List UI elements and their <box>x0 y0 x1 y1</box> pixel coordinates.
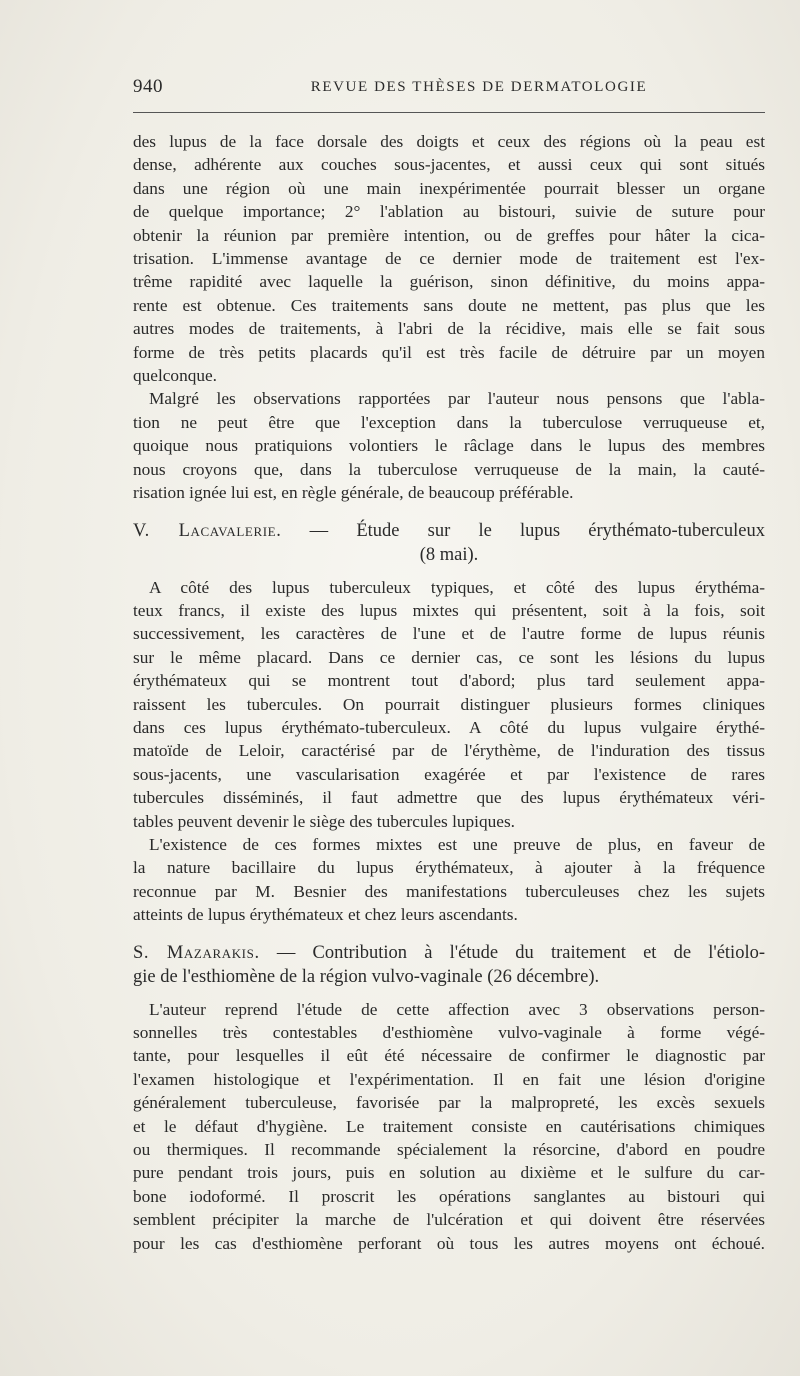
page-number: 940 <box>133 76 163 97</box>
text-line: l'examen histologique et l'expérimentation. Il en fait une lésion d'origine <box>133 1069 765 1089</box>
text-line: trême rapidité avec laquelle la guérison, sinon définitive, du moins appa- <box>133 272 765 292</box>
text-line: dans ces lupus érythémato-tuberculeux. A côté du lupus vulgaire érythé- <box>133 717 765 737</box>
section-author: S. Mazarakis. <box>133 942 260 963</box>
text-line: pour les cas d'esthiomène perforant où tous les autres moyens ont échoué. <box>133 1233 765 1253</box>
text-line: autres modes de traitements, à l'abri de la récidive, mais elle se fait sous <box>133 319 765 339</box>
text-line: risation ignée lui est, en règle générale, de beaucoup préférable. <box>133 483 574 503</box>
text-line: nous croyons que, dans la tuberculose verruqueuse de la main, la cauté- <box>133 459 765 479</box>
text-line: dense, adhérente aux couches sous-jacentes, et aussi ceux qui sont situés <box>133 155 765 175</box>
text-line: obtenir la réunion par première intention, ou de greffes pour hâter la cica- <box>133 225 765 245</box>
paragraph <box>133 833 765 927</box>
paragraph <box>133 387 765 504</box>
text-line: L'auteur reprend l'étude de cette affection avec 3 observations person- <box>149 999 765 1019</box>
text-line: atteints de lupus érythémateux et chez leurs ascendants. <box>133 905 518 925</box>
text-line: raissent les tubercules. On pourrait distinguer plusieurs formes cliniques <box>133 694 765 714</box>
text-line: tables peuvent devenir le siège des tubercules lupiques. <box>133 811 515 831</box>
section-heading <box>133 519 765 567</box>
heading-line <box>133 941 765 965</box>
section-title-continued: gie de l'esthiomène de la région vulvo-vaginale (26 décembre). <box>133 966 600 987</box>
text-line: dans une région où une main inexpérimentée pourrait blesser un organe <box>133 178 765 198</box>
section-author: V. Lacavalerie. <box>133 520 282 541</box>
text-line: tante, pour lesquelles il eût été nécessaire de confirmer le diagnostic par <box>133 1046 765 1066</box>
paragraph <box>133 576 765 833</box>
text-line: reconnue par M. Besnier des manifestations tuberculeuses chez les sujets <box>133 881 765 901</box>
page-header <box>133 76 765 106</box>
text-line: sonnelles très contestables d'esthiomène vulvo-vaginale à forme végé- <box>133 1023 765 1042</box>
text-line: des lupus de la face dorsale des doigts et ceux des régions où la peau est <box>133 132 765 151</box>
running-title: REVUE DES THÈSES DE DERMATOLOGIE <box>310 79 648 95</box>
text-line: rente est obtenue. Ces traitements sans doute ne mettent, pas plus que les <box>133 295 765 315</box>
heading-line <box>133 519 765 543</box>
text-line: matoïde de Leloir, caractérisé par de l'érythème, de l'induration des tissus <box>133 741 765 761</box>
section-date: (8 mai). <box>419 544 479 565</box>
text-line: et le défaut d'hygiène. Le traitement consiste en cautérisations chimiques <box>133 1116 765 1136</box>
text-line: quoique nous pratiquions volontiers le râclage dans le lupus des membres <box>133 436 765 456</box>
text-line: quelconque. <box>133 366 217 386</box>
text-line: la nature bacillaire du lupus érythémateux, à ajouter à la fréquence <box>133 858 765 878</box>
text-line: tion ne peut être que l'exception dans la tuberculose verruqueuse et, <box>133 412 765 432</box>
section-title: Contribution à l'étude du traitement et de l'étiolo- <box>312 942 765 963</box>
text-line: teux francs, il existe des lupus mixtes qui présentent, soit à la fois, soit <box>133 600 765 620</box>
text-line: pure pendant trois jours, puis en solution au dixième et le sulfure du car- <box>133 1163 765 1183</box>
paragraph <box>133 998 765 1255</box>
text-line: ou thermiques. Il recommande spécialement la résorcine, d'abord en poudre <box>133 1140 765 1160</box>
paragraph <box>133 130 765 387</box>
text-line: de quelque importance; 2° l'ablation au bistouri, suivie de suture pour <box>133 202 765 222</box>
text-line: A côté des lupus tuberculeux typiques, et côté des lupus érythéma- <box>149 577 765 597</box>
section-title: Étude sur le lupus érythémato-tuberculeux <box>356 520 765 541</box>
heading-dash: — <box>281 520 357 541</box>
text-line: érythémateux qui se montrent tout d'abord; plus tard seulement appa- <box>133 671 765 691</box>
text-line: forme de très petits placards qu'il est très facile de détruire par un moyen <box>133 342 765 362</box>
text-line: Malgré les observations rapportées par l'auteur nous pensons que l'abla- <box>149 389 765 409</box>
text-line: bone iodoformé. Il proscrit les opérations sanglantes au bistouri qui <box>133 1186 765 1206</box>
text-line: successivement, les caractères de l'une et de l'autre forme de lupus réunis <box>133 624 765 644</box>
text-line: sur le même placard. Dans ce dernier cas, ce sont les lésions du lupus <box>133 647 765 667</box>
text-line: trisation. L'immense avantage de ce dernier mode de traitement est l'ex- <box>133 249 765 269</box>
text-line: sous-jacents, une vascularisation exagérée et par l'existence de rares <box>133 764 765 784</box>
header-rule <box>133 112 765 113</box>
heading-dash: — <box>259 942 313 963</box>
text-line: L'existence de ces formes mixtes est une preuve de plus, en faveur de <box>149 834 765 854</box>
text-line: semblent précipiter la marche de l'ulcération et qui doivent être réservées <box>133 1210 765 1230</box>
text-line: généralement tuberculeuse, favorisée par la malpropreté, les excès sexuels <box>133 1093 765 1113</box>
text-line: tubercules disséminés, il faut admettre que des lupus érythémateux véri- <box>133 788 765 808</box>
body-text <box>133 130 765 1255</box>
section-heading <box>133 941 765 989</box>
